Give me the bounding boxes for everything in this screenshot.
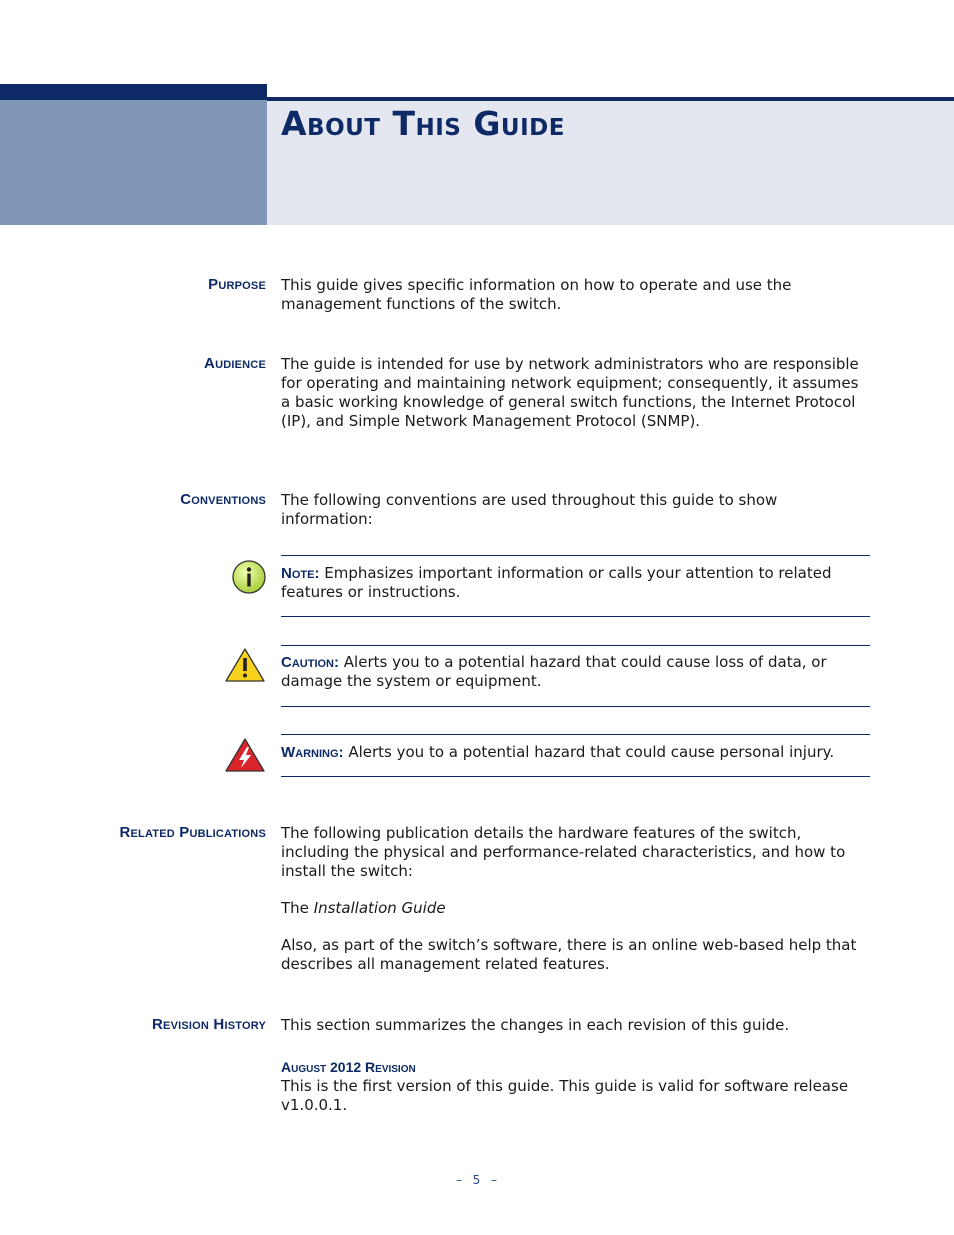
caution-text: Alerts you to a potential hazard that could cause loss of data, or damage the system or equipment. xyxy=(281,653,827,690)
header-right-bar xyxy=(267,97,954,101)
warning-paragraph xyxy=(281,743,871,762)
revision-subtext: This is the first version of this guide. This guide is valid for software release v1.0.0.1. xyxy=(281,1077,849,1114)
warning-label: Warning: xyxy=(281,744,344,761)
warning-icon xyxy=(223,736,267,778)
page-number: 5 xyxy=(472,1173,482,1187)
related-publications-heading: Related Publications xyxy=(119,824,266,841)
warning-bottom-rule xyxy=(281,776,870,777)
installation-guide-prefix: The xyxy=(281,899,309,917)
footer-dash-left: – xyxy=(456,1173,464,1187)
revision-history-heading: Revision History xyxy=(152,1016,266,1033)
conventions-heading: Conventions xyxy=(180,491,266,508)
installation-guide-line xyxy=(281,899,871,918)
note-paragraph xyxy=(281,564,871,602)
related-publications-text: The following publication details the hardware features of the switch, including the physical and performance-related characteristics, and how to install the switch: xyxy=(281,824,846,880)
purpose-heading: Purpose xyxy=(208,276,266,293)
warning-text: Alerts you to a potential hazard that could cause personal injury. xyxy=(348,743,835,761)
installation-guide-title: Installation Guide xyxy=(313,899,446,917)
caution-top-rule xyxy=(281,645,870,646)
caution-label: Caution: xyxy=(281,654,339,671)
header-left-panel xyxy=(0,84,267,225)
caution-icon xyxy=(223,646,267,688)
audience-text: The guide is intended for use by network administrators who are responsible for operating and maintaining network equipment; consequently, it assumes a basic working knowledge of general switch functions, the Internet Protocol (IP), and Simple Network Management Protocol (SNMP). xyxy=(281,355,859,430)
conventions-text: The following conventions are used throughout this guide to show information: xyxy=(281,491,778,528)
note-label: Note: xyxy=(281,565,320,582)
caution-paragraph xyxy=(281,653,871,691)
audience-heading: Audience xyxy=(204,355,266,372)
caution-bottom-rule xyxy=(281,706,870,707)
revision-subheading: August 2012 Revision xyxy=(281,1059,416,1075)
note-bottom-rule xyxy=(281,616,870,617)
purpose-text: This guide gives specific information on how to operate and use the management functions of the switch. xyxy=(281,276,792,313)
online-help-text: Also, as part of the switch’s software, there is an online web-based help that describes all management related features. xyxy=(281,936,857,973)
warning-top-rule xyxy=(281,734,870,735)
footer-dash-right: – xyxy=(490,1173,498,1187)
info-icon xyxy=(231,559,267,599)
header-left-bar xyxy=(0,84,267,100)
revision-history-text: This section summarizes the changes in each revision of this guide. xyxy=(281,1016,790,1034)
note-top-rule xyxy=(281,555,870,556)
page-footer xyxy=(0,1173,954,1187)
page-title: About This Guide xyxy=(281,104,565,143)
note-text: Emphasizes important information or calls your attention to related features or instructions. xyxy=(281,564,832,601)
